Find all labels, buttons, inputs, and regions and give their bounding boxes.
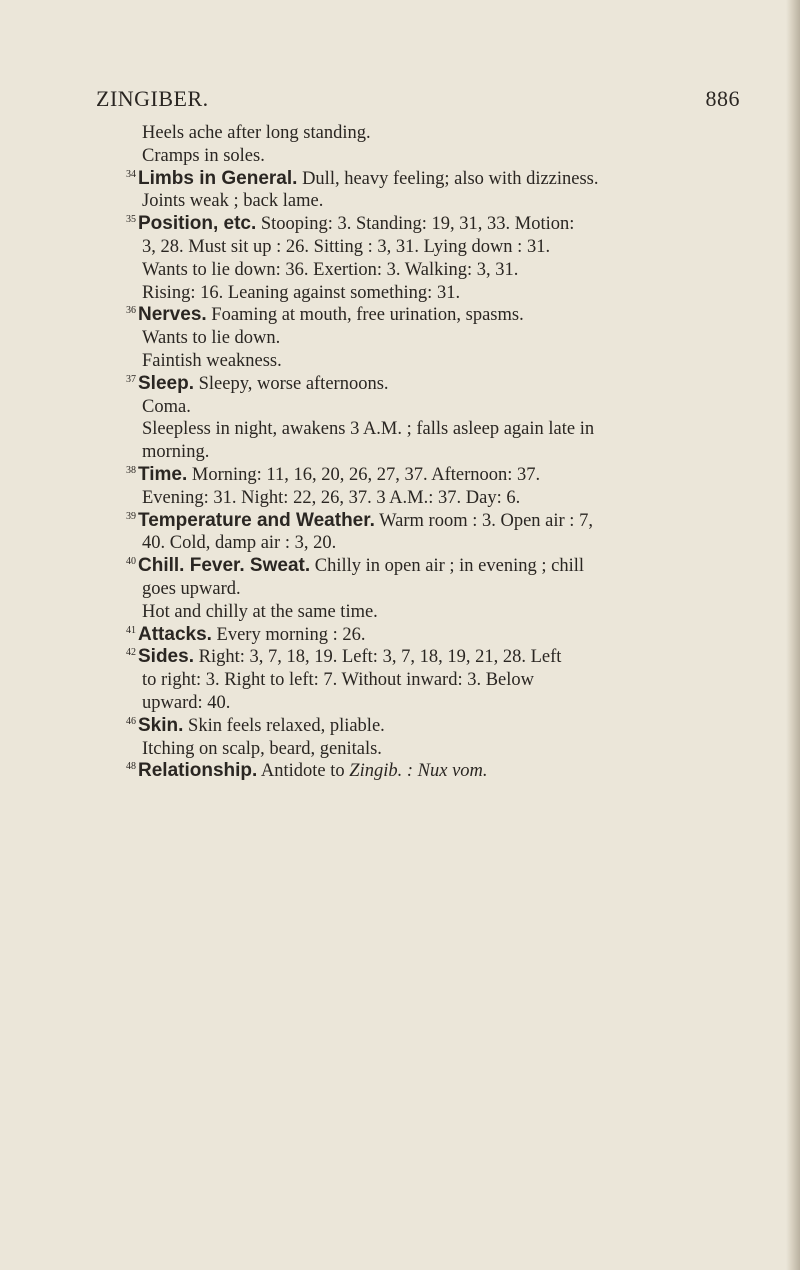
section-number: 35 [126, 214, 136, 226]
section-number: 37 [126, 373, 136, 385]
section-sides [96, 646, 740, 669]
section-text: Antidote to [260, 761, 350, 782]
section-heading: Sleep. [138, 372, 194, 394]
text-line: Hot and chilly at the same time. [142, 601, 378, 622]
page-body [96, 122, 740, 783]
page-number: 886 [705, 86, 740, 111]
text-line: Wants to lie down: 36. Exertion: 3. Walking: 3, 31. [142, 259, 519, 280]
section-number: 39 [126, 510, 136, 522]
section-heading: Nerves. [138, 304, 207, 326]
section-relationship [96, 760, 740, 783]
section-number: 36 [126, 305, 136, 317]
antidote-names: Zingib. : Nux vom. [349, 761, 488, 782]
section-sleep [96, 373, 740, 396]
section-heading: Temperature and Weather. [138, 509, 375, 531]
text-line: Evening: 31. Night: 22, 26, 37. 3 A.M.: 37. Day: 6. [142, 487, 521, 508]
section-number: 41 [126, 624, 136, 636]
section-number: 38 [126, 464, 136, 476]
section-limbs [96, 168, 740, 191]
section-number: 40 [126, 556, 136, 568]
section-text: Right: 3, 7, 18, 19. Left: 3, 7, 18, 19, 21, 28. Left [198, 647, 562, 668]
text-line: Cramps in soles. [142, 145, 265, 166]
section-text: Sleepy, worse afternoons. [198, 373, 389, 394]
page-edge-shadow [786, 0, 800, 1270]
section-text: Foaming at mouth, free urination, spasms. [211, 305, 524, 326]
section-temperature [96, 510, 740, 533]
section-number: 48 [126, 761, 136, 773]
section-text: Morning: 11, 16, 20, 26, 27, 37. Afternoon: 37. [191, 464, 541, 485]
section-chill [96, 555, 740, 578]
text-line: Rising: 16. Leaning against something: 31. [142, 282, 461, 303]
text-line: Faintish weakness. [142, 350, 282, 371]
text-line: Coma. [142, 396, 191, 417]
section-heading: Relationship. [138, 760, 258, 782]
text-line: to right: 3. Right to left: 7. Without inward: 3. Below [142, 670, 535, 691]
section-heading: Position, etc. [138, 213, 257, 235]
section-position [96, 213, 740, 236]
section-number: 42 [126, 647, 136, 659]
section-text: Every morning : 26. [216, 624, 366, 645]
section-text: Stooping: 3. Standing: 19, 31, 33. Motion: [260, 214, 575, 235]
text-line: 40. Cold, damp air : 3, 20. [142, 533, 337, 554]
section-heading: Chill. Fever. Sweat. [138, 555, 311, 577]
section-time [96, 464, 740, 487]
section-heading: Time. [138, 463, 188, 485]
text-line: Joints weak ; back lame. [142, 191, 324, 212]
section-number: 46 [126, 715, 136, 727]
section-heading: Sides. [138, 646, 194, 668]
text-line: Wants to lie down. [142, 328, 281, 349]
section-text: Chilly in open air ; in evening ; chill [314, 556, 584, 577]
text-line: upward: 40. [142, 692, 231, 713]
section-text: Warm room : 3. Open air : 7, [379, 510, 593, 531]
running-head [96, 86, 740, 112]
section-text: Skin feels relaxed, pliable. [188, 715, 385, 736]
text-line: Heels ache after long standing. [142, 123, 371, 143]
section-nerves [96, 304, 740, 327]
text-line: Sleepless in night, awakens 3 A.M. ; falls asleep again late in [142, 419, 595, 440]
text-line: Itching on scalp, beard, genitals. [142, 738, 382, 759]
section-text: Dull, heavy feeling; also with dizziness. [302, 168, 599, 189]
section-attacks [96, 624, 740, 647]
running-title: ZINGIBER. [96, 86, 209, 111]
section-heading: Attacks. [138, 623, 212, 645]
section-skin [96, 715, 740, 738]
text-line: morning. [142, 442, 210, 463]
text-line: 3, 28. Must sit up : 26. Sitting : 3, 31. Lying down : 31. [142, 236, 551, 257]
section-number: 34 [126, 168, 136, 180]
section-heading: Limbs in General. [138, 167, 298, 189]
text-line: goes upward. [142, 578, 241, 599]
section-heading: Skin. [138, 714, 184, 736]
